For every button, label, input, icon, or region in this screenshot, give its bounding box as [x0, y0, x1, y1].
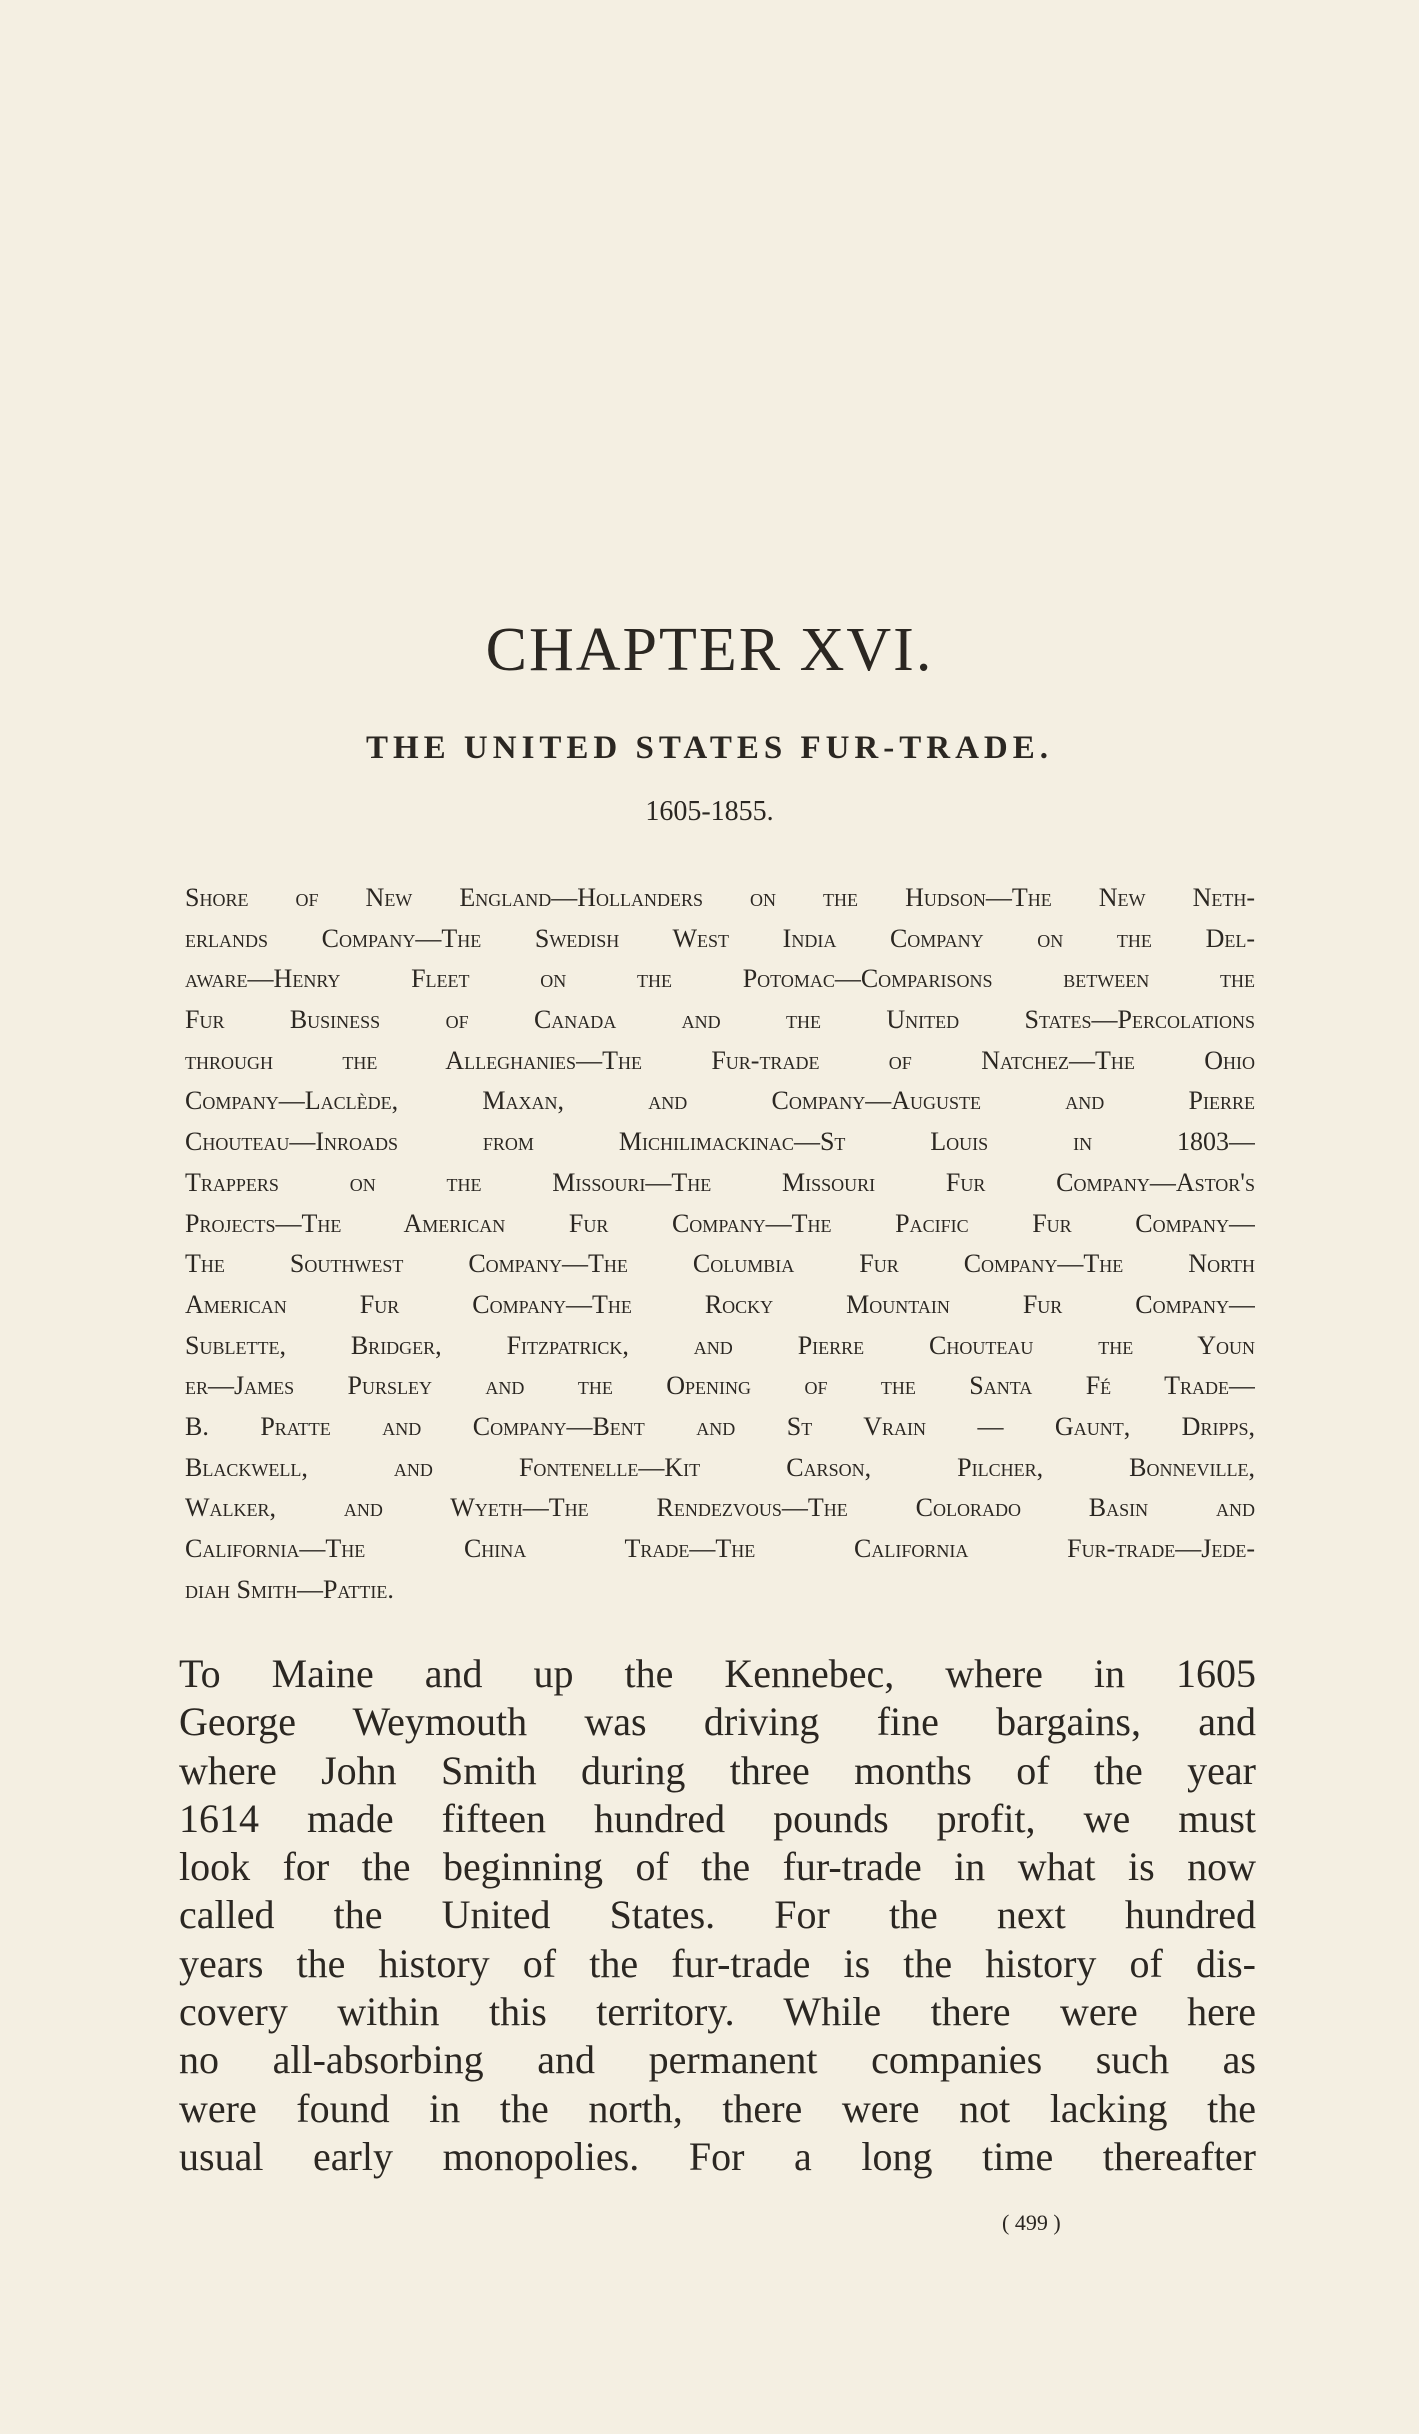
summary-line: California—The China Trade—The California Fur-trade—Jede- [185, 1534, 1255, 1563]
summary-line: Company—Laclède, Maxan, and Company—Auguste and Pierre [185, 1086, 1255, 1116]
summary-line: Shore of New England—Hollanders on the Hudson—The New Neth- [185, 883, 1255, 912]
body-line: were found in the north, there were not lacking the [179, 2085, 1256, 2131]
summary-line: Sublette, Bridger, Fitzpatrick, and Pierre Chouteau the Youn [185, 1330, 1255, 1360]
body-line: no all-absorbing and permanent companies such as [179, 2037, 1256, 2083]
body-line: look for the beginning of the fur-trade in what is now [179, 1844, 1256, 1890]
body-line: covery within this territory. While there were here [179, 1989, 1256, 2035]
body-line: usual early monopolies. For a long time thereafter [179, 2133, 1256, 2179]
summary-line: B. Pratte and Company—Bent and St Vrain — Gaunt, Dripps, [185, 1411, 1255, 1441]
summary-line: er—James Pursley and the Opening of the Santa Fé Trade— [185, 1371, 1255, 1401]
page-number: ( 499 ) [1002, 2210, 1061, 2235]
summary-line: Chouteau—Inroads from Michilimackinac—St Louis in 1803— [185, 1127, 1255, 1157]
summary-line: The Southwest Company—The Columbia Fur Company—The North [185, 1249, 1255, 1279]
chapter-subtitle: THE UNITED STATES FUR-TRADE. [365, 730, 1054, 766]
summary-line: Blackwell, and Fontenelle—Kit Carson, Pilcher, Bonneville, [185, 1452, 1255, 1482]
body-line: called the United States. For the next hundred [179, 1892, 1256, 1938]
chapter-title: CHAPTER XVI. [485, 616, 934, 684]
summary-line: diah Smith—Pattie. [185, 1574, 394, 1604]
body-line: George Weymouth was driving fine bargains, and [179, 1699, 1256, 1745]
summary-line: through the Alleghanies—The Fur-trade of Natchez—The Ohio [185, 1045, 1255, 1075]
summary-line: aware—Henry Fleet on the Potomac—Comparisons between the [185, 964, 1255, 994]
chapter-summary [185, 878, 1255, 1610]
body-line: where John Smith during three months of the year [179, 1747, 1256, 1793]
body-line: To Maine and up the Kennebec, where in 1605 [179, 1651, 1256, 1696]
summary-line: Projects—The American Fur Company—The Pacific Fur Company— [185, 1208, 1255, 1238]
summary-line: Walker, and Wyeth—The Rendezvous—The Colorado Basin and [185, 1493, 1255, 1523]
body-line: years the history of the fur-trade is the history of dis- [179, 1940, 1256, 1986]
body-line: 1614 made fifteen hundred pounds profit, we must [179, 1795, 1256, 1841]
chapter-dates: 1605-1855. [645, 796, 774, 827]
summary-line: American Fur Company—The Rocky Mountain Fur Company— [185, 1289, 1255, 1319]
summary-line: Trappers on the Missouri—The Missouri Fur Company—Astor's [185, 1167, 1255, 1197]
summary-line: erlands Company—The Swedish West India Company on the Del- [185, 923, 1255, 953]
body-paragraph [179, 1650, 1256, 2181]
summary-line: Fur Business of Canada and the United States—Percolations [185, 1005, 1255, 1035]
